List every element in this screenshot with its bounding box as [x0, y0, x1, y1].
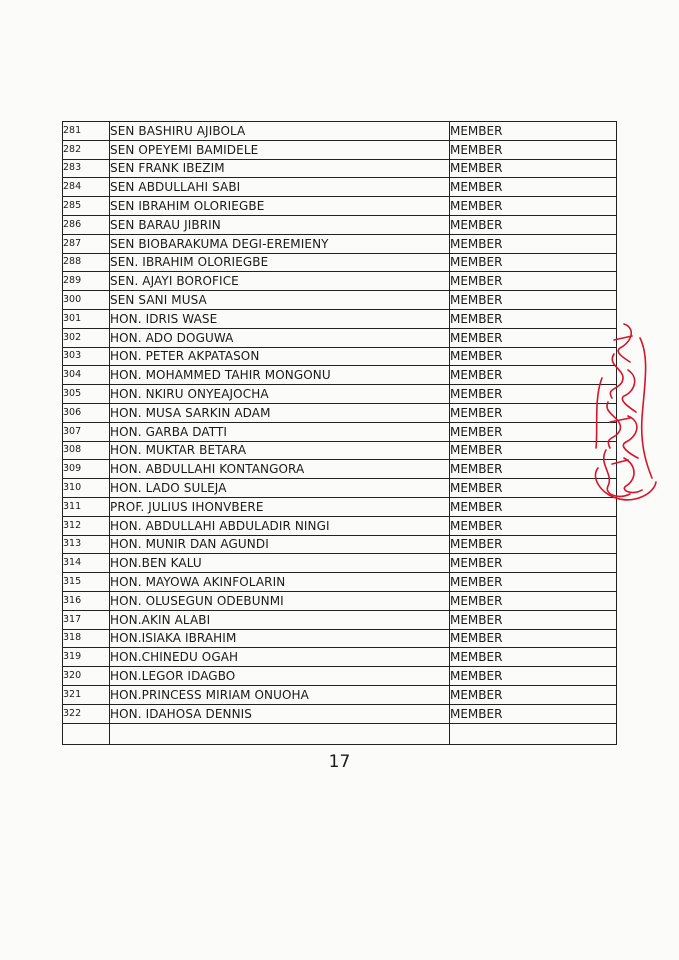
table-row	[63, 667, 617, 686]
member-name-cell: SEN FRANK IBEZIM	[110, 159, 450, 178]
empty-cell	[450, 723, 617, 744]
member-role-cell: MEMBER	[450, 573, 617, 592]
table-row	[63, 610, 617, 629]
table-row	[63, 347, 617, 366]
row-number-cell: 319	[63, 648, 110, 667]
empty-cell	[63, 723, 110, 744]
row-number-cell: 307	[63, 422, 110, 441]
member-role-cell: MEMBER	[450, 497, 617, 516]
table-row	[63, 422, 617, 441]
table-row	[63, 516, 617, 535]
row-number-cell: 310	[63, 479, 110, 498]
member-name-cell: SEN BARAU JIBRIN	[110, 215, 450, 234]
table-row	[63, 253, 617, 272]
table-row	[63, 685, 617, 704]
row-number-cell: 312	[63, 516, 110, 535]
table-row	[63, 122, 617, 141]
table-row	[63, 573, 617, 592]
row-number-cell: 286	[63, 215, 110, 234]
member-name-cell: SEN. IBRAHIM OLORIEGBE	[110, 253, 450, 272]
member-name-cell: SEN OPEYEMI BAMIDELE	[110, 140, 450, 159]
member-name-cell: HON. IDRIS WASE	[110, 309, 450, 328]
table-row	[63, 272, 617, 291]
member-role-cell: MEMBER	[450, 272, 617, 291]
member-name-cell: HON.AKIN ALABI	[110, 610, 450, 629]
row-number-cell: 302	[63, 328, 110, 347]
member-name-cell: PROF. JULIUS IHONVBERE	[110, 497, 450, 516]
table-row	[63, 535, 617, 554]
member-name-cell: HON. ABDULLAHI ABDULADIR NINGI	[110, 516, 450, 535]
member-name-cell: HON.ISIAKA IBRAHIM	[110, 629, 450, 648]
member-name-cell: HON.BEN KALU	[110, 554, 450, 573]
member-name-cell: SEN ABDULLAHI SABI	[110, 178, 450, 197]
page-number: 17	[328, 752, 351, 772]
table-row	[63, 479, 617, 498]
member-role-cell: MEMBER	[450, 366, 617, 385]
member-name-cell: HON.CHINEDU OGAH	[110, 648, 450, 667]
table-row	[63, 309, 617, 328]
member-role-cell: MEMBER	[450, 667, 617, 686]
member-role-cell: MEMBER	[450, 403, 617, 422]
row-number-cell: 318	[63, 629, 110, 648]
member-role-cell: MEMBER	[450, 328, 617, 347]
member-name-cell: SEN SANI MUSA	[110, 291, 450, 310]
member-name-cell: HON. NKIRU ONYEAJOCHA	[110, 385, 450, 404]
member-name-cell: HON.PRINCESS MIRIAM ONUOHA	[110, 685, 450, 704]
row-number-cell: 321	[63, 685, 110, 704]
row-number-cell: 315	[63, 573, 110, 592]
table-row	[63, 629, 617, 648]
member-roster-body	[63, 122, 617, 745]
empty-table-row	[63, 723, 617, 744]
member-roster-table	[62, 121, 617, 745]
row-number-cell: 304	[63, 366, 110, 385]
member-role-cell: MEMBER	[450, 159, 617, 178]
empty-cell	[110, 723, 450, 744]
row-number-cell: 300	[63, 291, 110, 310]
table-row	[63, 291, 617, 310]
member-role-cell: MEMBER	[450, 554, 617, 573]
member-role-cell: MEMBER	[450, 347, 617, 366]
member-name-cell: HON.LEGOR IDAGBO	[110, 667, 450, 686]
row-number-cell: 305	[63, 385, 110, 404]
member-name-cell: SEN. AJAYI BOROFICE	[110, 272, 450, 291]
member-role-cell: MEMBER	[450, 291, 617, 310]
row-number-cell: 285	[63, 197, 110, 216]
member-role-cell: MEMBER	[450, 253, 617, 272]
row-number-cell: 303	[63, 347, 110, 366]
member-role-cell: MEMBER	[450, 460, 617, 479]
member-name-cell: SEN BASHIRU AJIBOLA	[110, 122, 450, 141]
table-row	[63, 497, 617, 516]
table-row	[63, 648, 617, 667]
table-row	[63, 704, 617, 723]
row-number-cell: 301	[63, 309, 110, 328]
member-role-cell: MEMBER	[450, 629, 617, 648]
table-row	[63, 140, 617, 159]
row-number-cell: 311	[63, 497, 110, 516]
member-name-cell: HON. MAYOWA AKINFOLARIN	[110, 573, 450, 592]
member-role-cell: MEMBER	[450, 215, 617, 234]
member-role-cell: MEMBER	[450, 591, 617, 610]
member-role-cell: MEMBER	[450, 122, 617, 141]
row-number-cell: 320	[63, 667, 110, 686]
table-row	[63, 554, 617, 573]
row-number-cell: 283	[63, 159, 110, 178]
member-role-cell: MEMBER	[450, 309, 617, 328]
member-role-cell: MEMBER	[450, 385, 617, 404]
member-name-cell: HON. MUSA SARKIN ADAM	[110, 403, 450, 422]
member-name-cell: SEN BIOBARAKUMA DEGI-EREMIENY	[110, 234, 450, 253]
member-role-cell: MEMBER	[450, 441, 617, 460]
member-role-cell: MEMBER	[450, 704, 617, 723]
member-name-cell: HON. MUNIR DAN AGUNDI	[110, 535, 450, 554]
member-role-cell: MEMBER	[450, 610, 617, 629]
member-name-cell: HON. IDAHOSA DENNIS	[110, 704, 450, 723]
table-row	[63, 328, 617, 347]
handwritten-signature	[584, 318, 662, 508]
row-number-cell: 284	[63, 178, 110, 197]
member-name-cell: HON. PETER AKPATASON	[110, 347, 450, 366]
member-role-cell: MEMBER	[450, 685, 617, 704]
member-name-cell: HON. GARBA DATTI	[110, 422, 450, 441]
row-number-cell: 316	[63, 591, 110, 610]
member-name-cell: SEN IBRAHIM OLORIEGBE	[110, 197, 450, 216]
member-name-cell: HON. LADO SULEJA	[110, 479, 450, 498]
row-number-cell: 281	[63, 122, 110, 141]
row-number-cell: 282	[63, 140, 110, 159]
table-row	[63, 178, 617, 197]
row-number-cell: 288	[63, 253, 110, 272]
table-row	[63, 441, 617, 460]
table-row	[63, 366, 617, 385]
member-role-cell: MEMBER	[450, 234, 617, 253]
table-row	[63, 591, 617, 610]
table-row	[63, 197, 617, 216]
row-number-cell: 322	[63, 704, 110, 723]
member-name-cell: HON. MOHAMMED TAHIR MONGONU	[110, 366, 450, 385]
member-role-cell: MEMBER	[450, 648, 617, 667]
member-name-cell: HON. ABDULLAHI KONTANGORA	[110, 460, 450, 479]
member-role-cell: MEMBER	[450, 535, 617, 554]
table-row	[63, 159, 617, 178]
table-row	[63, 403, 617, 422]
member-role-cell: MEMBER	[450, 178, 617, 197]
table-row	[63, 234, 617, 253]
member-name-cell: HON. MUKTAR BETARA	[110, 441, 450, 460]
member-role-cell: MEMBER	[450, 516, 617, 535]
row-number-cell: 314	[63, 554, 110, 573]
row-number-cell: 309	[63, 460, 110, 479]
member-name-cell: HON. OLUSEGUN ODEBUNMI	[110, 591, 450, 610]
member-role-cell: MEMBER	[450, 197, 617, 216]
member-name-cell: HON. ADO DOGUWA	[110, 328, 450, 347]
table-row	[63, 385, 617, 404]
row-number-cell: 313	[63, 535, 110, 554]
member-role-cell: MEMBER	[450, 140, 617, 159]
member-role-cell: MEMBER	[450, 479, 617, 498]
row-number-cell: 306	[63, 403, 110, 422]
member-role-cell: MEMBER	[450, 422, 617, 441]
row-number-cell: 287	[63, 234, 110, 253]
table-row	[63, 215, 617, 234]
row-number-cell: 317	[63, 610, 110, 629]
row-number-cell: 289	[63, 272, 110, 291]
row-number-cell: 308	[63, 441, 110, 460]
table-row	[63, 460, 617, 479]
